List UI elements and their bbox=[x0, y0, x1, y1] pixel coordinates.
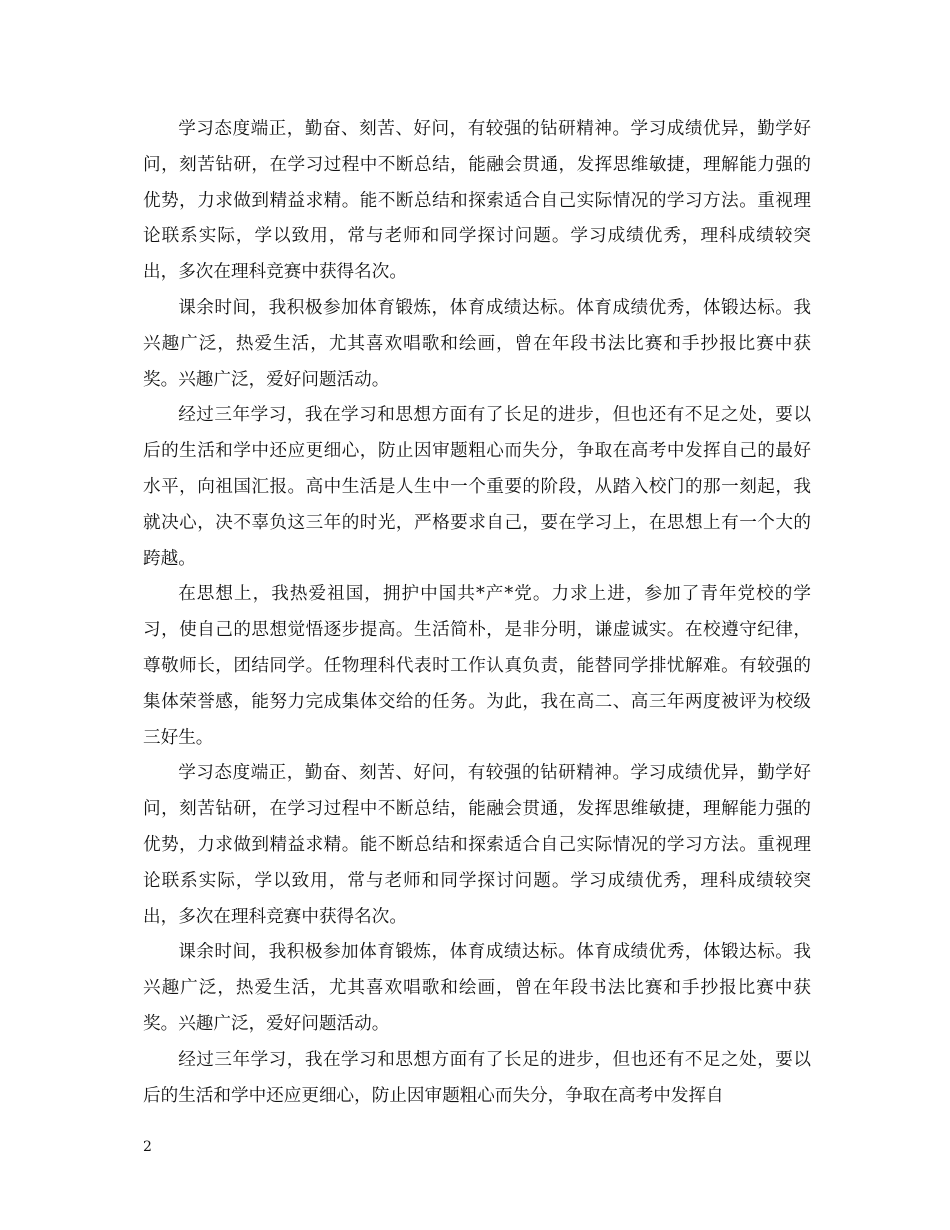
paragraph-study-attitude-repeat: 学习态度端正，勤奋、刻苦、好问，有较强的钻研精神。学习成绩优异，勤学好问，刻苦钻研，在学习过程中不断总结，能融会贯通，发挥思维敏捷，理解能力强的优势，力求做到精益求精。能不断总结和探索适合自己实际情况的学习方法。重视理论联系实际，学以致用，常与老师和同学探讨问题。学习成绩优秀，理科成绩较突出，多次在理科竞赛中获得名次。 bbox=[143, 763, 811, 927]
paragraph-study-attitude: 学习态度端正，勤奋、刻苦、好问，有较强的钻研精神。学习成绩优异，勤学好问，刻苦钻研，在学习过程中不断总结，能融会贯通，发挥思维敏捷，理解能力强的优势，力求做到精益求精。能不断总结和探索适合自己实际情况的学习方法。重视理论联系实际，学以致用，常与老师和同学探讨问题。学习成绩优秀，理科成绩较突出，多次在理科竞赛中获得名次。 bbox=[143, 119, 811, 283]
page-number: 2 bbox=[143, 1139, 152, 1155]
paragraph-three-years-progress-repeat: 经过三年学习，我在学习和思想方面有了长足的进步，但也还有不足之处，要以后的生活和学中还应更细心，防止因审题粗心而失分，争取在高考中发挥自 bbox=[143, 1049, 811, 1106]
paragraph-three-years-progress: 经过三年学习，我在学习和思想方面有了长足的进步，但也还有不足之处，要以后的生活和学中还应更细心，防止因审题粗心而失分，争取在高考中发挥自己的最好水平，向祖国汇报。高中生活是人生中一个重要的阶段，从踏入校门的那一刻起，我就决心，决不辜负这三年的时光，严格要求自己，要在学习上，在思想上有一个大的跨越。 bbox=[143, 405, 811, 569]
paragraph-extracurricular: 课余时间，我积极参加体育锻炼，体育成绩达标。体育成绩优秀，体锻达标。我兴趣广泛，热爱生活，尤其喜欢唱歌和绘画，曾在年段书法比赛和手抄报比赛中获奖。兴趣广泛，爱好问题活动。 bbox=[143, 297, 811, 390]
document-body bbox=[143, 112, 811, 1114]
paragraph-extracurricular-repeat: 课余时间，我积极参加体育锻炼，体育成绩达标。体育成绩优秀，体锻达标。我兴趣广泛，热爱生活，尤其喜欢唱歌和绘画，曾在年段书法比赛和手抄报比赛中获奖。兴趣广泛，爱好问题活动。 bbox=[143, 942, 811, 1034]
paragraph-ideology: 在思想上，我热爱祖国，拥护中国共*产*党。力求上进，参加了青年党校的学习，使自己的思想觉悟逐步提高。生活简朴，是非分明，谦虚诚实。在校遵守纪律，尊敬师长，团结同学。任物理科代表时工作认真负责，能替同学排忧解难。有较强的集体荣誉感，能努力完成集体交给的任务。为此，我在高二、高三年两度被评为校级三好生。 bbox=[143, 584, 811, 748]
